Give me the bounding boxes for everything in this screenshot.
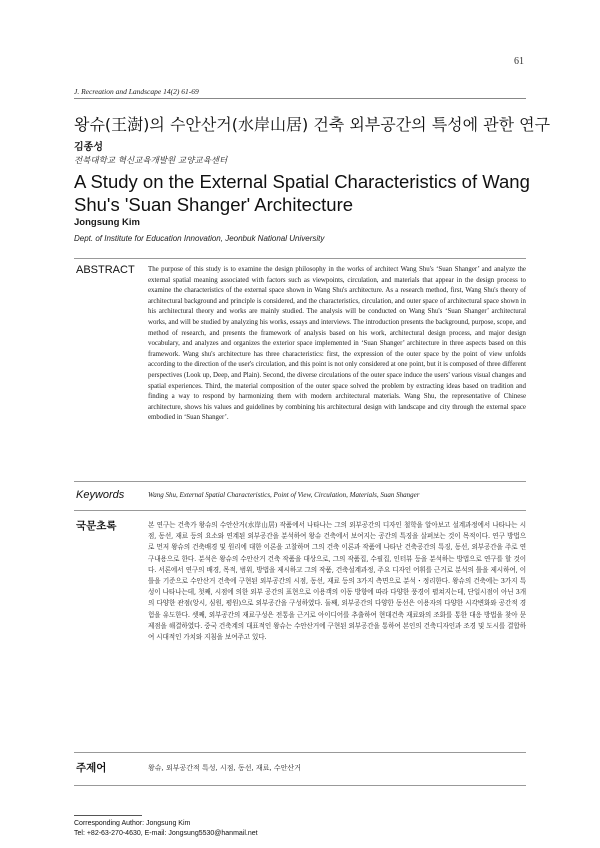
keywords-label: Keywords [76,489,125,501]
abstract-text: The purpose of this study is to examine the design philosophy in the works of architect Wang Shu's ‘Suan Shanger’ and analyze the external spatial meaning associated with factors such as viewpoints, circulation, and materials that appear in the design process to examine the characteristics of the external space shown in Wang Shu's architecture. As a research method, first, Wang Shu's theory of architectural background and principle is considered, and the characteristics, circulation, and outer space of architectural space shown in his architectural theory and works are mainly studied. The analysis will be conducted on Wang Shu's ‘Suan Shanger’ architectural works, and will be studied by analyzing his works, essays and interviews. The introduction presents the background, purpose, scope, and method of research, and presents the framework of analysis based on his work, architectural design process, and major design vocabulary, and analyzes and organizes the exterior space implemented in ‘Suan Shanger’ architecture in three aspects based on this framework. Wang shu's architecture has three characteristics: first, the expression of the outer space by the point of view unfolds according to the direction of the user's circulation, and this point is not only considered at one point, but it is composed of three different perspectives (Look up, Deep, and Plain). Second, the diverse circulations of the outer space induce the users' various visual changes and spatial experiences. Third, the material composition of the outer space solved the problem by extracting ideas based on tradition and finding a way to respond by harmonizing them with modern architectural materials. Wang Shu, the representative of Chinese architecture, shows his values and guidelines by combining his architectural design with landscape and city through the external space embodied in ‘Suan Shanger’. [148,266,526,422]
footnote-rule [74,815,142,816]
korean-abstract-rule [74,510,526,511]
korean-keywords-text: 왕슈, 외부공간적 특성, 시점, 동선, 재료, 수안산거 [148,764,301,772]
korean-keywords-bottom-rule [74,785,526,786]
title-english: A Study on the External Spatial Characteristics of Wang Shu's 'Suan Shanger' Architecture [74,171,530,215]
affiliation-english: Dept. of Institute for Education Innovation, Jeonbuk National University [74,234,325,243]
korean-abstract-text: 본 연구는 건축가 왕슈의 수안산거(水岸山居) 작품에서 나타나는 그의 외부공간의 디자인 철학을 알아보고 설계과정에서 나타나는 시점, 동선, 재료 등의 요소와 연계된 외부공간을 분석하여 왕슈 건축에서 보여지는 공간의 특징을 살펴보는 것이 목적이다. 연구 방법으로 먼저 왕슈의 건축배경 및 원리에 대한 이론을 고찰하며 그의 건축 이론과 작품에 나타난 건축공간의 특징, 동선, 외부공간을 주로 연구내용으로 한다. 분석은 왕슈의 수안산거 건축 작품을 대상으로, 그의 작품집, 수필집, 인터뷰 등을 분석하는 방법으로 연구를 할 것이다. 서론에서 연구의 배경, 목적, 범위, 방법을 제시하고 그의 작품, 건축설계과정, 주요 디자인 어휘를 근거로 분석의 틀을 제시하여, 이 틀을 기준으로 수안산거 건축에 구현된 외부공간의 시점, 동선, 재료 등의 3가지 측면으로 분석・정리한다. 왕슈의 건축에는 3가지 특성이 나타나는데, 첫째, 시점에 의한 외부 공간의 표현으로 이용객의 이동 방향에 따라 다양한 풍경이 펼쳐지는데, 단일시점이 아닌 3개의 다양한 관점(앙시, 심원, 평원)으로 외부공간을 구성하였다. 둘째, 외부공간의 다양한 동선은 이용자의 다양한 시각변화와 공간적 경험을 유도한다. 셋째, 외부공간의 재료구성은 전통을 근거로 아이디어를 추출하여 현대건축 재료와의 조화를 통한 대응 방법을 찾아 문제점을 해결하였다. 중국 건축계의 대표적인 왕슈는 수안산거에 구현된 외부공간을 통하여 본인의 건축디자인과 조경 및 도시를 결합하여 시대적인 가치와 지침을 보여주고 있다. [148,521,526,642]
page-number: 61 [514,56,524,67]
abstract-top-rule [74,258,526,259]
footnote-author: Corresponding Author: Jongsung Kim [74,820,191,827]
korean-keywords-rule [74,752,526,753]
keywords-text: Wang Shu, External Spatial Characteristics, Point of View, Circulation, Materials, Suan Shanger [148,491,420,499]
author-english: Jongsung Kim [74,217,140,228]
title-korean: 왕슈(王澍)의 수안산거(水岸山居) 건축 외부공간의 특성에 관한 연구 [74,115,551,134]
korean-abstract-label: 국문초록 [76,520,117,532]
abstract-label: ABSTRACT [76,264,135,276]
affiliation-korean: 전북대학교 혁신교육개발원 교양교육센터 [74,156,228,166]
author-korean: 김종성 [74,142,103,153]
keywords-rule [74,481,526,482]
journal-reference: J. Recreation and Landscape 14(2) 61-69 [74,87,199,96]
header-rule [74,98,526,99]
footnote-contact: Tel: +82-63-270-4630, E-mail: Jongsung5530@hanmail.net [74,830,258,837]
korean-keywords-label: 주제어 [76,762,107,774]
